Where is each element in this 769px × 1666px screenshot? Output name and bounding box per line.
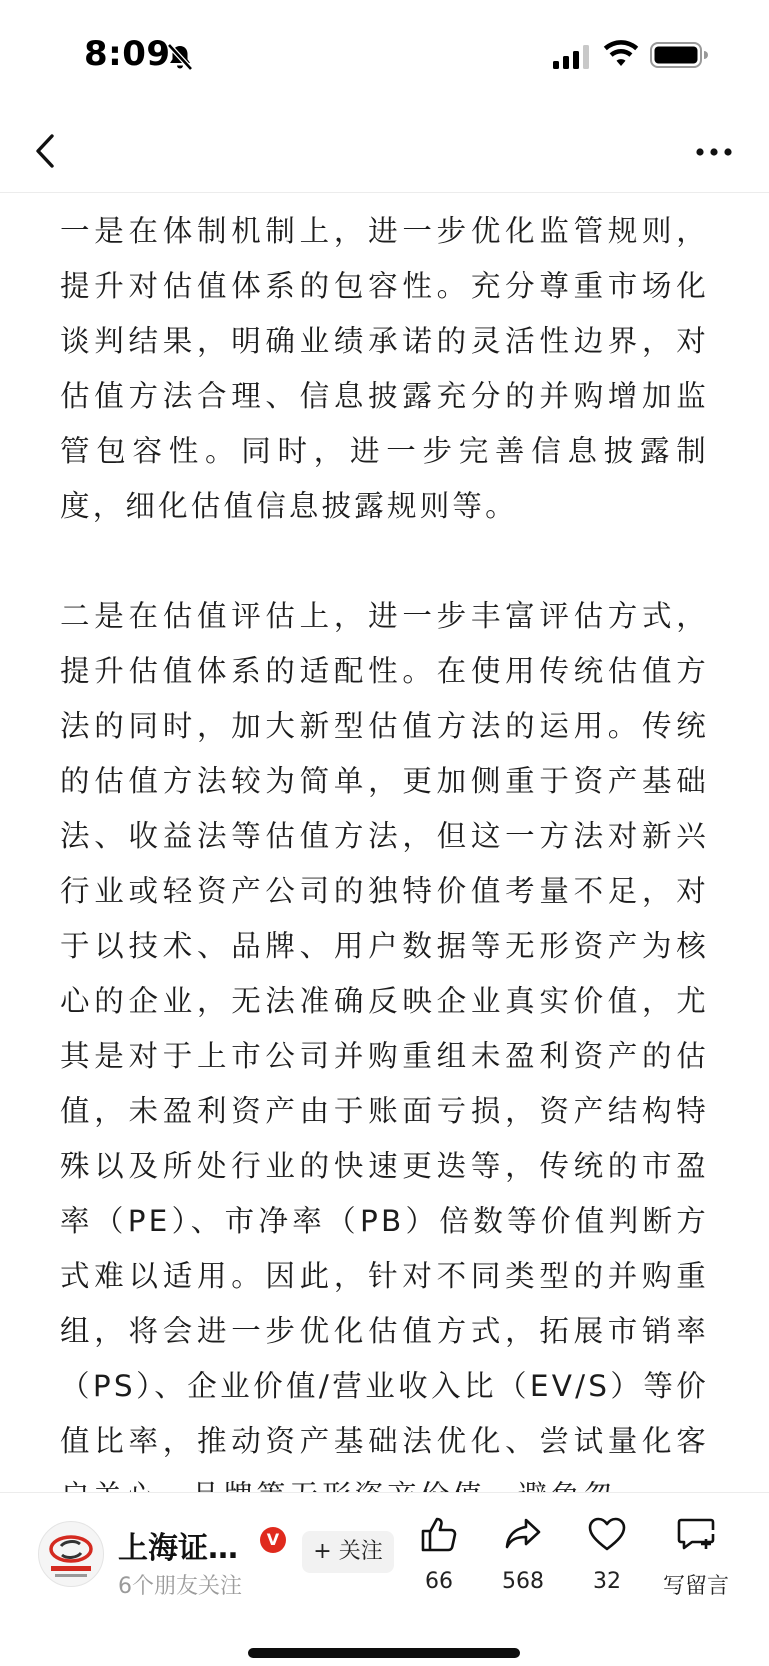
article-paragraph: 二是在估值评估上，进一步丰富评估方式，提升估值体系的适配性。在使用传统估值方法的同时，加大新型估值方法的运用。传统的估值方法较为简单，更加侧重于资产基础法、收益法等估值方法，但这一方法对新兴行业或轻资产公司的独特价值考量不足，对于以技术、品牌、用户数据等无形资产为核心的企业，无法准确反映企业真实价值，尤其是对于上市公司并购重组未盈利资产的估值，未盈利资产由于账面亏损，资产结构特殊以及所处行业的快速更迭等，传统的市盈率（PE）、市净率（PB）倍数等价值判断方式难以适用。因此，针对不同类型的并购重组，将会进一步优化估值方式，拓展市销率（PS）、企业价值/营业收入比（EV/S）等价值比率，推动资产基础法优化、尝试量化客 (60, 599, 709, 1458)
signal-icon (552, 44, 592, 70)
account-avatar[interactable] (38, 1521, 104, 1587)
publisher-logo (39, 1522, 103, 1586)
like-count: 66 (425, 1569, 453, 1594)
status-bar (0, 0, 769, 110)
write-comment-label: 写留言 (662, 1574, 729, 1599)
account-name[interactable]: 上海证… (118, 1531, 238, 1566)
more-options-button[interactable] (686, 132, 742, 172)
share-count: 568 (502, 1569, 544, 1594)
favorite-count: 32 (593, 1569, 621, 1594)
like-button[interactable] (399, 1513, 479, 1603)
nav-bar (0, 110, 769, 193)
share-arrow-icon (502, 1513, 544, 1555)
verified-badge: V (260, 1527, 286, 1553)
follower-count: 6个朋友关注 (118, 1574, 242, 1599)
bottom-action-bar (0, 1492, 769, 1666)
comment-add-icon (675, 1513, 717, 1555)
write-comment-button[interactable] (651, 1513, 741, 1603)
thumbs-up-icon (418, 1513, 460, 1555)
heart-icon (586, 1513, 628, 1555)
follow-button[interactable]: + 关注 (302, 1531, 394, 1573)
home-indicator[interactable] (248, 1648, 520, 1658)
status-time: 8:09 (84, 34, 171, 74)
favorite-button[interactable] (567, 1513, 647, 1603)
article-body (0, 192, 769, 1492)
wifi-icon (604, 40, 638, 68)
battery-icon (650, 41, 708, 69)
article-paragraph: 一是在体制机制上，进一步优化监管规则，提升对估值体系的包容性。充分尊重市场化谈判结果，明确业绩承诺的灵活性边界，对估值方法合理、信息披露充分的并购增加监管包容性。同时，进一步完善信息披露制度，细化估值信息披露规则等。 (60, 214, 709, 523)
back-button[interactable] (26, 128, 66, 174)
bell-slash-icon (165, 42, 195, 72)
share-button[interactable] (483, 1513, 563, 1603)
